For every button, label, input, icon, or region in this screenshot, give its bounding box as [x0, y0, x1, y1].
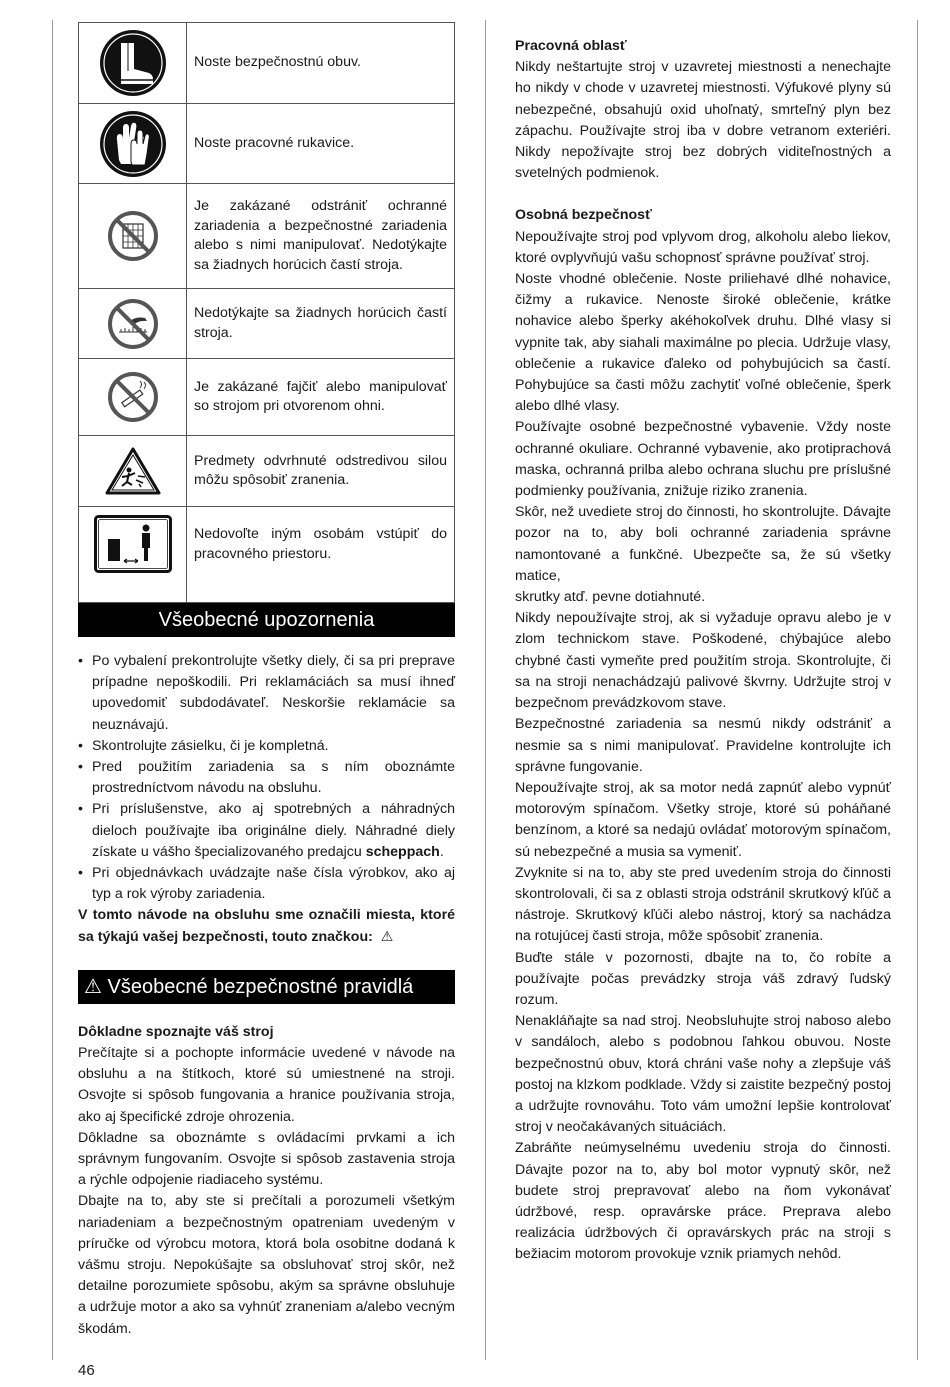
paragraph: Prečítajte si a pochopte informácie uvedené v návode na obsluhu a na štítkoch, ktoré sú umiestnené na stroji. Osvojte si spôsob fungovania a hranice používania stroja, ako aj špecifické zdroje ohrozenia. [78, 1045, 455, 1125]
safety-symbol-note [78, 905, 455, 947]
page-number: 46 [78, 1362, 95, 1379]
paragraph: Nepoužívajte stroj pod vplyvom drog, alkoholu alebo liekov, ktoré ovplyvňujú vašu schopnosť správne používať stroj. [515, 228, 891, 266]
brand-name: scheppach [365, 843, 440, 860]
icon-table-text: Nedovoľte iným osobám vstúpiť do pracovného priestoru. [187, 507, 455, 603]
left-margin-rule [52, 20, 53, 1360]
paragraph: Nikdy neštartujte stroj v uzavretej miestnosti a nenechajte ho nikdy v chode v uzavretej miestnosti. Výfukové plyny sú nebezpečné, obsahujú oxid uhoľnatý, smrteľný plyn bez zápachu. Používajte stroj iba v dobre vetranom exteriéri. Nikdy nepožívajte stroj bez dobrých viditeľnostných a svetelných podmienok. [515, 59, 891, 182]
paragraph: Nikdy nepoužívajte stroj, ak si vyžaduje opravu alebo je v zlom technickom stave. Poškodené, chýbajúce alebo chybné časti vymeňte pred použitím stroja. Skontrolujte, či sa na stroji nenachádzajú palivové škvrny. Udržujte stroj v bezpečnom prevádzkovom stave. [515, 610, 891, 712]
icon-table-row [79, 436, 455, 507]
personal-safety-heading: Osobná bezpečnosť [515, 207, 652, 224]
paragraph: Nenakláňajte sa nad stroj. Neobsluhujte stroj naboso alebo v sandáloch, alebo s podobnou ľahkou obuvou. Noste bezpečnostnú obuv, ktorá chráni vaše nohy a zlepšuje váš postoj na klzkom podklade. Vždy si zaistite bezpečný postoj a udržujte rovnováhu. Toto vám umožní lepšie kontrolovať stroj v neočakávaných situáciách. [515, 1013, 891, 1136]
know-your-machine-subheading: Dôkladne spoznajte váš stroj [78, 1023, 274, 1040]
work-area-heading: Pracovná oblasť [515, 38, 627, 54]
right-margin-rule [917, 20, 918, 1360]
safety-icon-table [78, 22, 455, 603]
paragraph: Skôr, než uvediete stroj do činnosti, ho skontrolujte. Dávajte pozor na to, aby boli ochranné zariadenia správne namontované a funkčné. Ubezpečte sa, že sú všetky matice, [515, 504, 891, 584]
no-guard-removal-icon [79, 184, 187, 289]
paragraph: Zvyknite si na to, aby ste pred uvedením stroja do činnosti skontrolovali, či sa z oblasti stroja odstránil skrutkový kľúč a nástroje. Skrutkový kľúči alebo nástroj, ktorý sa nachádza na rotujúcej časti stroja, môže spôsobiť zranenia. [515, 864, 891, 945]
icon-table-text: Noste bezpečnostnú obuv. [187, 23, 455, 104]
safety-symbol-note-text: V tomto návode na obsluhu sme označili miesta, ktoré sa týkajú vašej bezpečnosti, touto značkou: [78, 907, 455, 945]
list-item: • Skontrolujte zásielku, či je kompletná. [78, 736, 455, 757]
list-item-text: Pri príslušenstve, ako aj spotrebných a náhradných dieloch používajte iba originálne diely. Náhradné diely získate u vášho špecializovaného predajcu [92, 801, 455, 860]
no-smoking-icon [79, 359, 187, 436]
list-item: • Po vybalení prekontrolujte všetky diely, či sa pri preprave prípadne nepoškodili. Pri reklamáciách sa musí ihneď upovedomiť subdodávateľ. Neskoršie reklamácie sa neuznávajú. [78, 651, 455, 736]
icon-table-row [79, 104, 455, 184]
icon-table-text: Predmety odvrhnuté odstredivou silou môžu spôsobiť zranenia. [187, 436, 455, 507]
paragraph: Dbajte na to, aby ste si prečítali a porozumeli všetkým nariadeniam a bezpečnostným opatreniam uvedeným v príručke od výrobcu motora, ktorá bola osobitne dodaná k vášmu stroju. Nepokúšajte sa obsluhovať stroj skôr, než detailne porozumiete spôsobu, akým sa správne obsluhuje a udržuje motor a ako sa vyhnúť zraneniam a/alebo vecným škodám. [78, 1193, 455, 1337]
paragraph: skrutky atď. pevne dotiahnuté. [515, 589, 706, 606]
paragraph: Používajte osobné bezpečnostné vybavenie. Vždy noste ochranné okuliare. Ochranné vybavenie, ako protiprachová maska, ochranná prilba alebo ochrana sluchu pre príslušné podmienky používania, znižuje riziko zranenia. [515, 419, 891, 500]
paragraph: Noste vhodné oblečenie. Noste priliehavé dlhé nohavice, čižmy a rukavice. Nenoste široké oblečenie, krátke nohavice alebo šperky akéhokoľvek druhu. Dlhé vlasy si vypnite tak, aby siahali maximálne po plecia. Udržuje vlasy, oblečenie a rukavice ďaleko od pohybujúcich sa častí. Pohybujúce sa časti môžu zachytiť voľné oblečenie, šperk alebo dlhé vlasy. [515, 271, 891, 415]
icon-table-row [79, 359, 455, 436]
general-notes-heading: Všeobecné upozornenia [78, 603, 455, 637]
paragraph: Bezpečnostné zariadenia sa nesmú nikdy odstrániť a nesmie sa s nimi manipulovať. Pravidelne kontrolujte ich správne fungovanie. [515, 716, 891, 775]
list-item: • Pri príslušenstve, ako aj spotrebných a náhradných dieloch používajte iba originálne diely. Náhradné diely získate u vášho špecializovaného predajcu scheppach. [78, 799, 455, 863]
safety-boots-icon [79, 23, 187, 104]
icon-table-row [79, 507, 455, 603]
icon-table-row [79, 184, 455, 289]
warning-triangle-icon: ⚠ [84, 975, 102, 998]
warning-triangle-icon: ⚠ [380, 928, 394, 945]
icon-table-text: Noste pracovné rukavice. [187, 104, 455, 184]
icon-table-text: Je zakázané fajčiť alebo manipulovať so strojom pri otvorenom ohni. [187, 359, 455, 436]
keep-distance-icon [79, 507, 187, 603]
paragraph: Dôkladne sa oboznámte s ovládacími prvkami a ich správnym fungovaním. Osvojte si spôsob zastavenia stroja a rýchle odpojenie riadiaceho systému. [78, 1129, 455, 1189]
safety-rules-heading [78, 970, 455, 1004]
general-notes-list [78, 651, 455, 905]
paragraph: Buďte stále v pozornosti, dbajte na to, čo robíte a používajte počas prevádzky stroja váš zdravý ľudský rozum. [515, 949, 891, 1008]
right-column [515, 36, 891, 1266]
list-item: • Pri objednávkach uvádzajte naše čísla výrobkov, ako aj typ a rok výroby zariadenia. [78, 863, 455, 905]
list-item: • Pred použitím zariadenia sa s ním oboznámte prostredníctvom návodu na obsluhu. [78, 757, 455, 799]
icon-table-row [79, 289, 455, 359]
icon-table-text: Nedotýkajte sa žiadnych horúcich častí stroja. [187, 289, 455, 359]
paragraph: Nepoužívajte stroj, ak sa motor nedá zapnúť alebo vypnúť motorovým spínačom. Všetky stroje, ktoré sú poháňané benzínom, a ktoré sa nedajú ovládať motorovým spínačom, sú nebezpečné a musia sa vymeniť. [515, 779, 891, 860]
flying-objects-warning-icon [79, 436, 187, 507]
icon-table-row [79, 23, 455, 104]
paragraph: Zabráňte neúmyselnému uvedeniu stroja do činnosti. Dávajte pozor na to, aby bol motor vypnutý skôr, než budete stroj prepravovať alebo na ňom vykonávať údržbové, resp. opravárske práce. Preprava alebo realizácia údržbových či opravárskych prác na stroji s bežiacim motorom provokuje vznik priamych nehôd. [515, 1140, 891, 1263]
safety-rules-heading-text: Všeobecné bezpečnostné pravidlá [107, 975, 414, 998]
icon-table-text: Je zakázané odstrániť ochranné zariadenia a bezpečnostné zariadenia alebo s nimi manipulovať. Nedotýkajte sa žiadnych horúcich častí stroja. [187, 184, 455, 289]
no-hot-surface-touch-icon [79, 289, 187, 359]
safety-gloves-icon [79, 104, 187, 184]
left-column [78, 22, 455, 1340]
center-column-rule [485, 20, 486, 1360]
